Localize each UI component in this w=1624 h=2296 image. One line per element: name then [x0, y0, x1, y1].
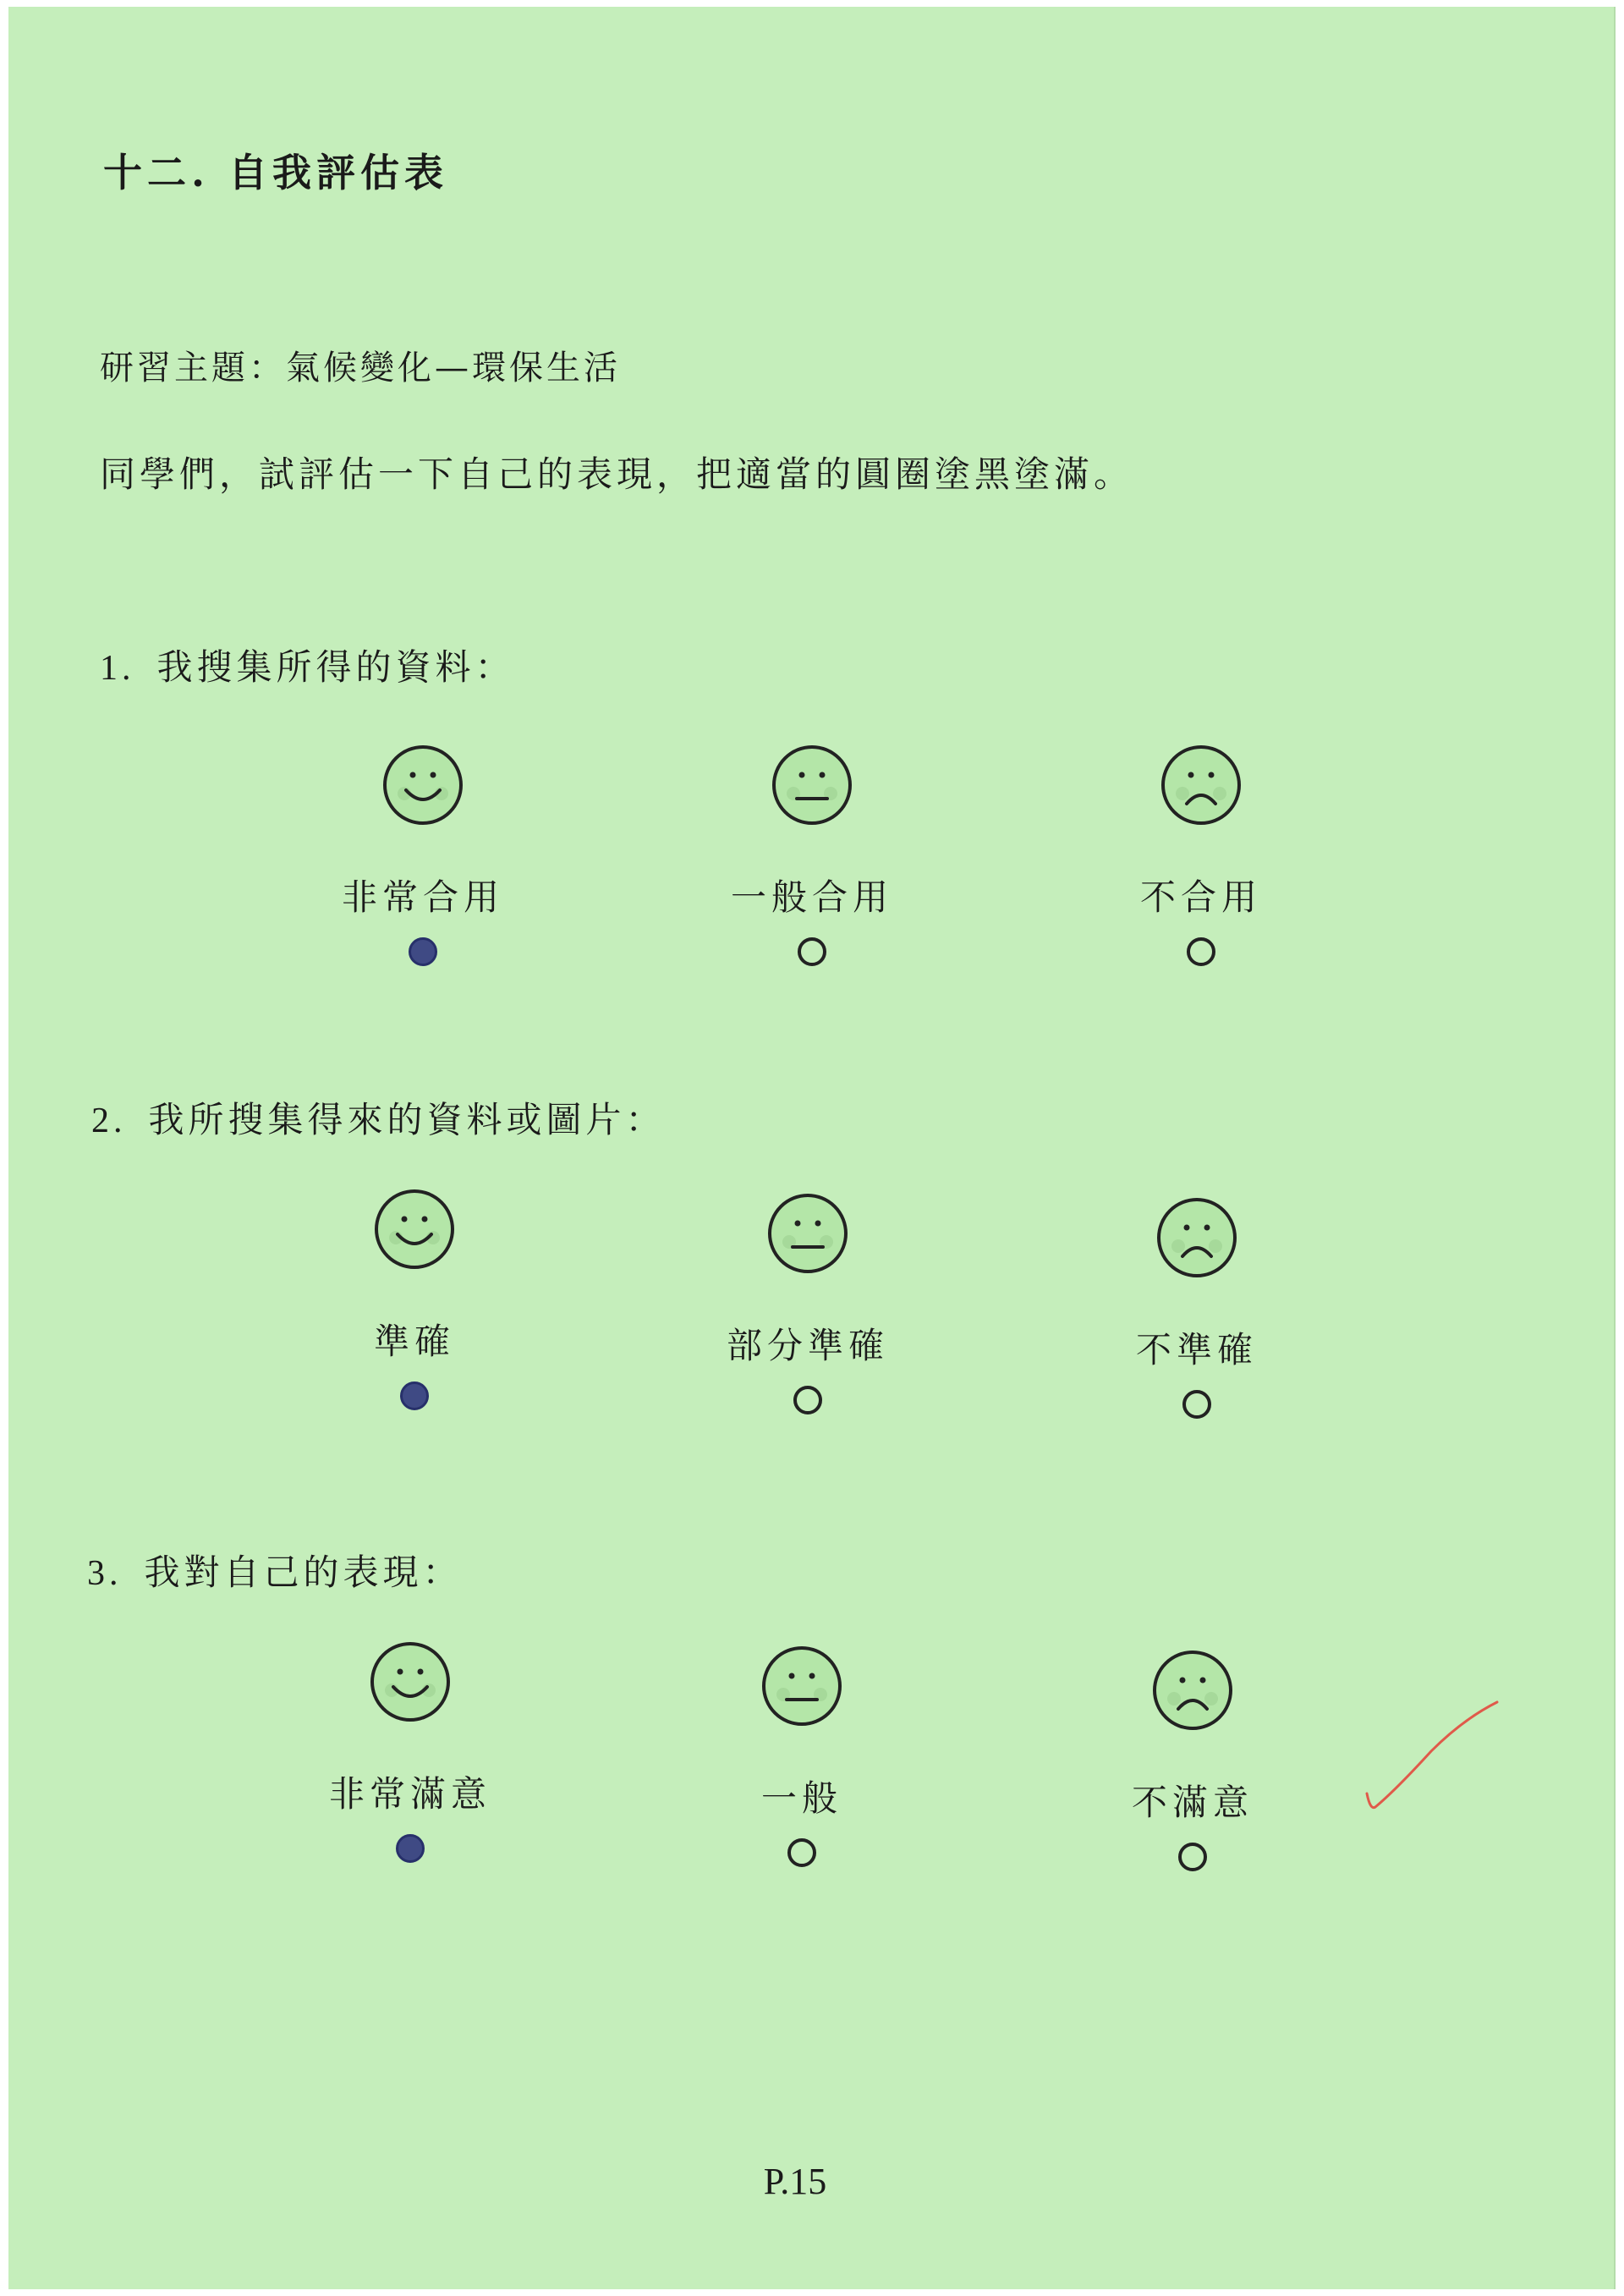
- option-label: 不滿意: [1131, 1782, 1254, 1823]
- answer-bubble-filled[interactable]: [409, 937, 437, 966]
- smile-face-icon: [368, 1640, 453, 1724]
- answer-bubble-empty[interactable]: [1187, 937, 1215, 966]
- frown-face-icon: [1150, 1648, 1235, 1733]
- question-3: [87, 1545, 463, 1596]
- option-label: 不合用: [1139, 876, 1262, 918]
- option-label: 一般: [760, 1777, 842, 1819]
- frown-face-icon: [1155, 1195, 1239, 1280]
- option-label: 非常合用: [341, 876, 504, 918]
- frown-face-icon: [1159, 743, 1243, 827]
- answer-bubble-filled[interactable]: [400, 1381, 429, 1410]
- q1-option-1[interactable]: [288, 743, 558, 988]
- q3-option-3[interactable]: [1057, 1648, 1328, 1893]
- question-text: 我所搜集得來的資料或圖片：: [148, 1099, 666, 1140]
- question-number: 3.: [87, 1554, 123, 1593]
- page-title: 十二. 自我評估表: [103, 150, 449, 195]
- option-label: 一般合用: [730, 876, 893, 918]
- worksheet-page: [8, 7, 1616, 2289]
- answer-bubble-filled[interactable]: [396, 1834, 425, 1863]
- question-1: [100, 640, 515, 690]
- q3-option-1[interactable]: [275, 1640, 546, 1885]
- option-label: 準確: [373, 1321, 455, 1362]
- neutral-face-icon: [770, 743, 854, 827]
- q3-option-2[interactable]: [667, 1644, 937, 1889]
- smile-face-icon: [381, 743, 465, 827]
- option-label: 部分準確: [726, 1325, 889, 1366]
- instruction-text: 同學們，試評估一下自己的表現，把適當的圓圈塗黑塗滿。: [100, 453, 1134, 495]
- answer-bubble-empty[interactable]: [1178, 1843, 1207, 1871]
- smile-face-icon: [372, 1187, 457, 1272]
- option-label: 不準確: [1135, 1329, 1258, 1370]
- page-number: P.15: [763, 2161, 827, 2202]
- neutral-face-icon: [765, 1191, 850, 1276]
- question-text: 我對自己的表現：: [144, 1552, 463, 1593]
- answer-bubble-empty[interactable]: [793, 1386, 822, 1414]
- q2-option-1[interactable]: [279, 1187, 550, 1432]
- answer-bubble-empty[interactable]: [787, 1838, 816, 1867]
- q1-option-3[interactable]: [1066, 743, 1336, 988]
- answer-bubble-empty[interactable]: [798, 937, 826, 966]
- q2-option-2[interactable]: [672, 1191, 943, 1436]
- q2-option-3[interactable]: [1062, 1195, 1332, 1441]
- answer-bubble-empty[interactable]: [1182, 1390, 1211, 1419]
- neutral-face-icon: [760, 1644, 844, 1728]
- question-2: [91, 1092, 666, 1143]
- question-number: 2.: [91, 1101, 127, 1140]
- study-topic: 研習主題：氣候變化—環保生活: [100, 349, 621, 387]
- option-label: 非常滿意: [328, 1773, 491, 1815]
- q1-option-2[interactable]: [677, 743, 947, 988]
- question-number: 1.: [100, 649, 135, 688]
- red-check-mark-icon: [1362, 1699, 1506, 1826]
- question-text: 我搜集所得的資料：: [156, 646, 515, 688]
